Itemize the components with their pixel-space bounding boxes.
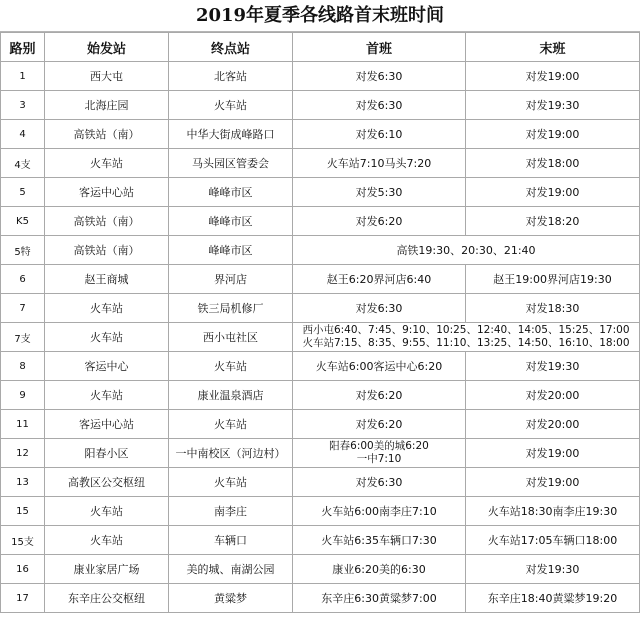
table-row	[1, 555, 640, 584]
table-row	[1, 526, 640, 555]
table-row	[1, 584, 640, 613]
end-cell: 峰峰市区	[169, 178, 293, 207]
last-cell: 火车站17:05车辆口18:00	[466, 526, 640, 555]
first-cell: 对发5:30	[293, 178, 466, 207]
end-cell: 北客站	[169, 62, 293, 91]
start-cell: 火车站	[45, 323, 169, 352]
start-cell: 客运中心站	[45, 178, 169, 207]
end-cell: 南李庄	[169, 497, 293, 526]
first-cell	[293, 439, 466, 468]
route-cell: 17	[1, 584, 45, 613]
table-row	[1, 352, 640, 381]
table-row	[1, 439, 640, 468]
schedule-table	[0, 32, 640, 613]
end-cell: 峰峰市区	[169, 207, 293, 236]
first-cell: 对发6:10	[293, 120, 466, 149]
table-row	[1, 323, 640, 352]
first-cell: 对发6:30	[293, 62, 466, 91]
start-cell: 高铁站（南）	[45, 207, 169, 236]
merged-times-line: 火车站7:15、8:35、9:55、11:10、13:25、14:50、16:10、18:00	[302, 337, 630, 349]
first-cell: 火车站6:00南李庄7:10	[293, 497, 466, 526]
route-cell: 8	[1, 352, 45, 381]
merged-times-cell: 高铁19:30、20:30、21:40	[293, 236, 640, 265]
end-cell: 界河店	[169, 265, 293, 294]
table-row	[1, 265, 640, 294]
page-title: 2019年夏季各线路首末班时间	[0, 0, 640, 32]
last-cell: 对发19:00	[466, 439, 640, 468]
route-cell: 13	[1, 468, 45, 497]
table-row	[1, 236, 640, 265]
table-row	[1, 62, 640, 91]
first-cell: 火车站6:35车辆口7:30	[293, 526, 466, 555]
route-cell: 6	[1, 265, 45, 294]
last-cell: 赵王19:00界河店19:30	[466, 265, 640, 294]
first-cell: 赵王6:20界河店6:40	[293, 265, 466, 294]
last-cell: 对发18:20	[466, 207, 640, 236]
table-row	[1, 178, 640, 207]
start-cell: 康业家居广场	[45, 555, 169, 584]
end-cell: 康业温泉酒店	[169, 381, 293, 410]
route-cell: 5特	[1, 236, 45, 265]
last-cell: 对发19:30	[466, 352, 640, 381]
start-cell: 东辛庄公交枢纽	[45, 584, 169, 613]
end-cell: 黄粱梦	[169, 584, 293, 613]
last-cell: 对发20:00	[466, 410, 640, 439]
header-start-station: 始发站	[45, 33, 169, 62]
start-cell: 阳春小区	[45, 439, 169, 468]
end-cell: 车辆口	[169, 526, 293, 555]
header-first-bus: 首班	[293, 33, 466, 62]
last-cell: 火车站18:30南李庄19:30	[466, 497, 640, 526]
table-row	[1, 381, 640, 410]
start-cell: 火车站	[45, 381, 169, 410]
start-cell: 火车站	[45, 526, 169, 555]
route-cell: 16	[1, 555, 45, 584]
merged-times-line: 西小屯6:40、7:45、9:10、10:25、12:40、14:05、15:25、17:00	[302, 324, 630, 336]
table-row	[1, 120, 640, 149]
start-cell: 火车站	[45, 149, 169, 178]
end-cell: 一中南校区（河边村）	[169, 439, 293, 468]
route-cell: 15支	[1, 526, 45, 555]
route-cell: 4支	[1, 149, 45, 178]
first-cell: 对发6:30	[293, 91, 466, 120]
start-cell: 高教区公交枢纽	[45, 468, 169, 497]
last-cell: 对发18:30	[466, 294, 640, 323]
table-row	[1, 294, 640, 323]
end-cell: 马头园区管委会	[169, 149, 293, 178]
end-cell: 火车站	[169, 352, 293, 381]
route-cell: 3	[1, 91, 45, 120]
start-cell: 客运中心站	[45, 410, 169, 439]
table-row	[1, 410, 640, 439]
header-route: 路别	[1, 33, 45, 62]
route-cell: 7支	[1, 323, 45, 352]
last-cell: 对发19:30	[466, 555, 640, 584]
route-cell: 4	[1, 120, 45, 149]
route-cell: 7	[1, 294, 45, 323]
first-cell: 对发6:20	[293, 381, 466, 410]
first-cell: 对发6:20	[293, 207, 466, 236]
start-cell: 高铁站（南）	[45, 236, 169, 265]
end-cell: 铁三局机修厂	[169, 294, 293, 323]
start-cell: 高铁站（南）	[45, 120, 169, 149]
first-cell: 东辛庄6:30黄粱梦7:00	[293, 584, 466, 613]
start-cell: 客运中心	[45, 352, 169, 381]
end-cell: 火车站	[169, 91, 293, 120]
last-cell: 对发19:00	[466, 178, 640, 207]
first-cell-line: 一中7:10	[356, 453, 402, 465]
first-cell-line: 阳春6:00美的城6:20	[329, 440, 429, 452]
end-cell: 美的城、南湖公园	[169, 555, 293, 584]
end-cell: 西小屯社区	[169, 323, 293, 352]
route-cell: 1	[1, 62, 45, 91]
end-cell: 火车站	[169, 410, 293, 439]
last-cell: 对发19:30	[466, 91, 640, 120]
table-row	[1, 468, 640, 497]
last-cell: 对发20:00	[466, 381, 640, 410]
route-cell: 9	[1, 381, 45, 410]
start-cell: 火车站	[45, 497, 169, 526]
start-cell: 火车站	[45, 294, 169, 323]
table-row	[1, 149, 640, 178]
last-cell: 对发19:00	[466, 120, 640, 149]
start-cell: 赵王商城	[45, 265, 169, 294]
first-cell: 康业6:20美的6:30	[293, 555, 466, 584]
end-cell: 峰峰市区	[169, 236, 293, 265]
first-cell: 对发6:30	[293, 294, 466, 323]
first-cell: 火车站7:10马头7:20	[293, 149, 466, 178]
end-cell: 中华大街成峰路口	[169, 120, 293, 149]
first-cell: 对发6:20	[293, 410, 466, 439]
header-row	[1, 33, 640, 62]
header-last-bus: 末班	[466, 33, 640, 62]
header-end-station: 终点站	[169, 33, 293, 62]
route-cell: 15	[1, 497, 45, 526]
route-cell: 12	[1, 439, 45, 468]
route-cell: K5	[1, 207, 45, 236]
route-cell: 11	[1, 410, 45, 439]
table-row	[1, 91, 640, 120]
first-cell: 对发6:30	[293, 468, 466, 497]
start-cell: 西大屯	[45, 62, 169, 91]
table-row	[1, 207, 640, 236]
last-cell: 对发18:00	[466, 149, 640, 178]
last-cell: 东辛庄18:40黄粱梦19:20	[466, 584, 640, 613]
end-cell: 火车站	[169, 468, 293, 497]
route-cell: 5	[1, 178, 45, 207]
last-cell: 对发19:00	[466, 62, 640, 91]
first-cell: 火车站6:00客运中心6:20	[293, 352, 466, 381]
merged-times-cell	[293, 323, 640, 352]
last-cell: 对发19:00	[466, 468, 640, 497]
start-cell: 北海庄园	[45, 91, 169, 120]
table-row	[1, 497, 640, 526]
